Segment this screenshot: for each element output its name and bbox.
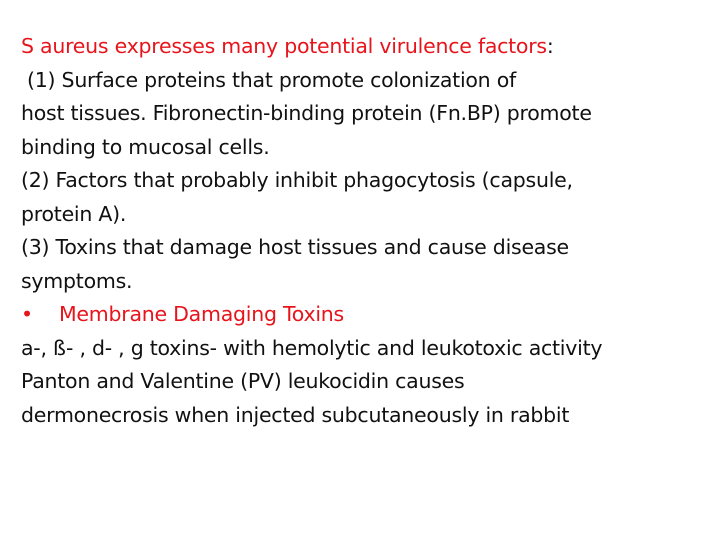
heading-colon: :	[546, 34, 554, 58]
bullet-text: Membrane Damaging Toxins	[59, 302, 344, 326]
bullet-line	[21, 298, 711, 332]
slide-body	[21, 30, 711, 432]
text-line: binding to mucosal cells.	[21, 134, 270, 159]
text-line: (3) Toxins that damage host tissues and cause disease	[21, 235, 569, 259]
text-line: (1) Surface proteins that promote colonization of	[27, 67, 516, 92]
text-line: symptoms.	[21, 268, 133, 293]
text-line: a-, ß- , d- , g toxins- with hemolytic and leukotoxic activity	[21, 335, 603, 360]
text-line: dermonecrosis when injected subcutaneously in rabbit	[21, 402, 570, 427]
heading-line	[21, 30, 711, 64]
text-line: protein A).	[21, 201, 127, 226]
text-line: (2) Factors that probably inhibit phagocytosis (capsule,	[21, 168, 573, 192]
heading-text: S aureus expresses many potential virulence factors	[21, 34, 547, 58]
bullet-icon: •	[21, 302, 33, 326]
text-line: host tissues. Fibronectin-binding protein (Fn.BP) promote	[21, 101, 592, 125]
text-line: Panton and Valentine (PV) leukocidin causes	[21, 369, 465, 393]
